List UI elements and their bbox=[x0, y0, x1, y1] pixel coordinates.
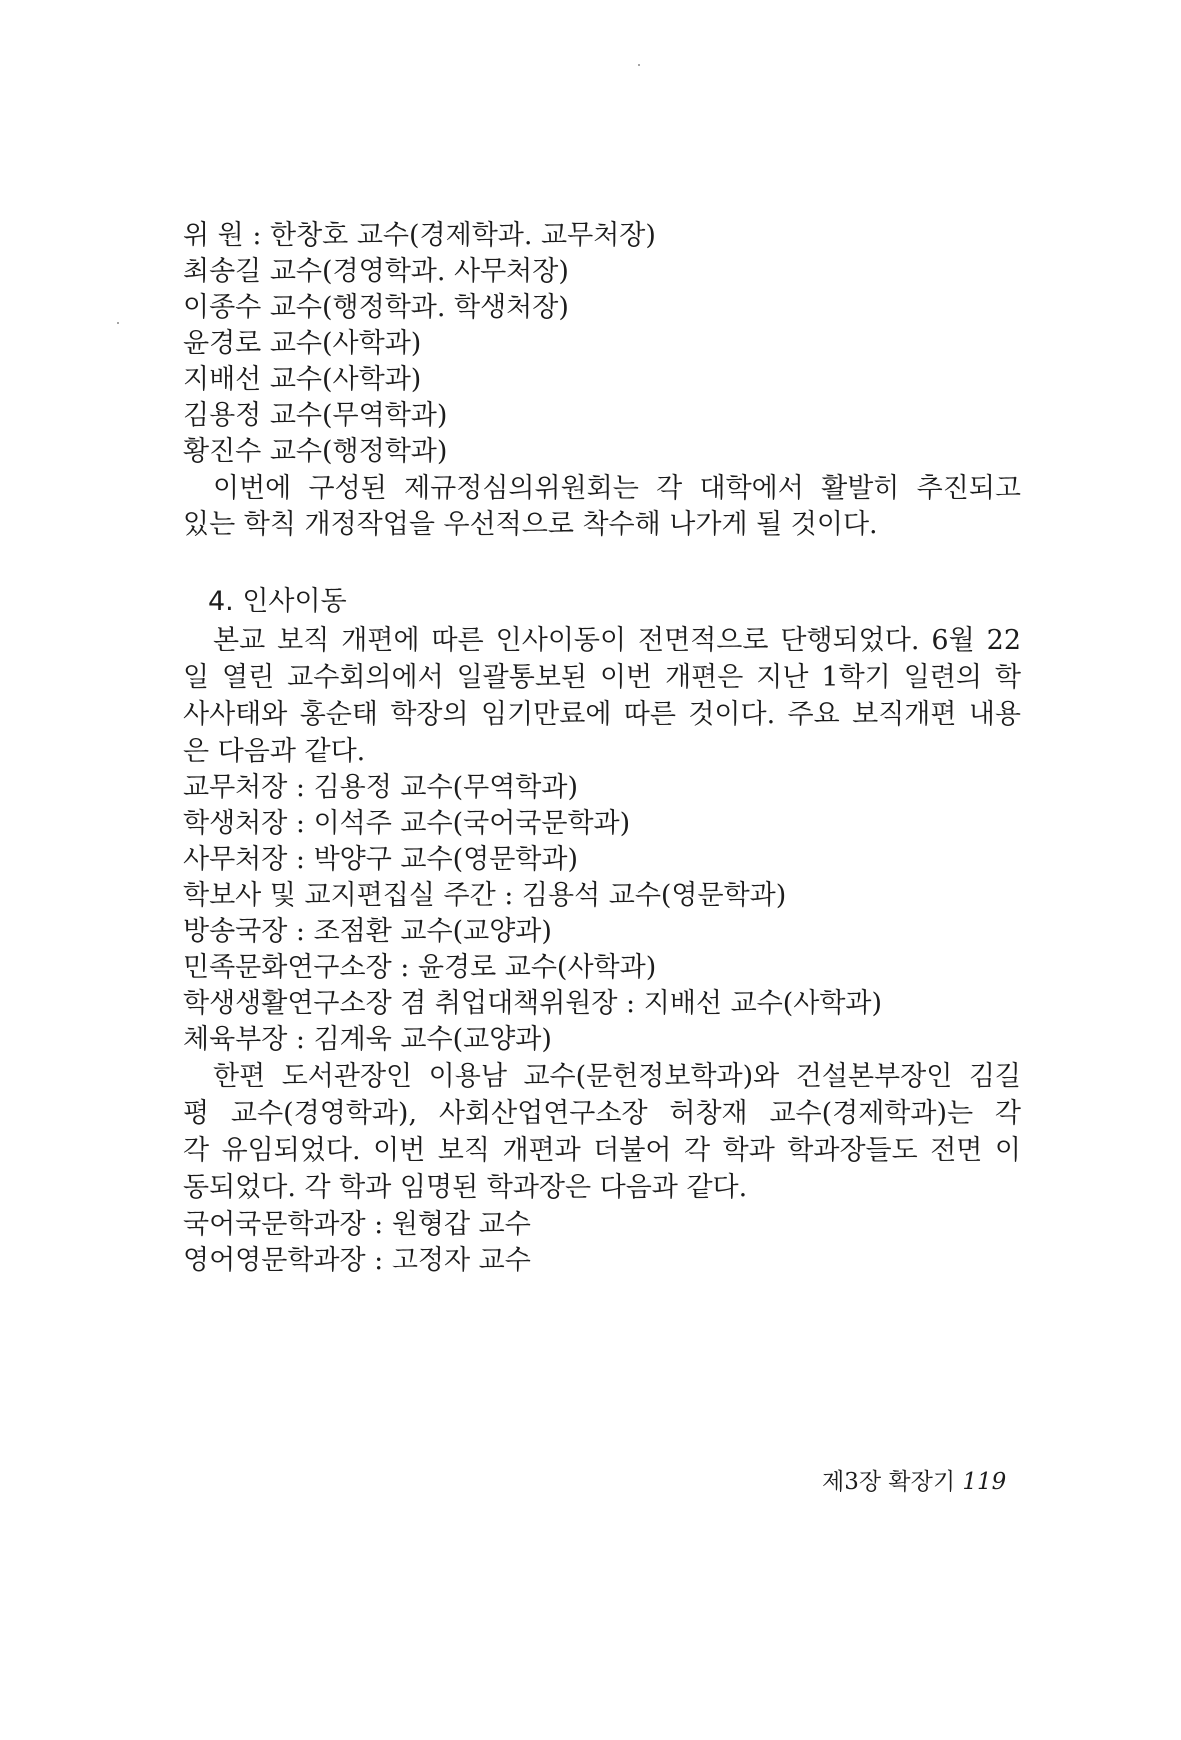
body-text-line: 한편 도서관장인 이용남 교수(문헌정보학과)와 건설본부장인 김길 bbox=[213, 1061, 1021, 1092]
scan-speck bbox=[117, 322, 119, 324]
appointment-line: 학생생활연구소장 겸 취업대책위원장 : 지배선 교수(사학과) bbox=[183, 988, 883, 1019]
appointment-line: 체육부장 : 김계욱 교수(교양과) bbox=[183, 1024, 552, 1055]
body-text-line: 각 유임되었다. 이번 보직 개편과 더불어 각 학과 학과장들도 전면 이 bbox=[183, 1135, 1021, 1166]
body-text-line: 동되었다. 각 학과 임명된 학과장은 다음과 같다. bbox=[183, 1172, 748, 1203]
body-text-line: 본교 보직 개편에 따른 인사이동이 전면적으로 단행되었다. 6월 22 bbox=[213, 625, 1021, 656]
appointment-line: 교무처장 : 김용정 교수(무역학과) bbox=[183, 772, 578, 803]
committee-member-line: 위 원 : 한창호 교수(경제학과. 교무처장) bbox=[183, 220, 656, 251]
committee-member-line: 윤경로 교수(사학과) bbox=[183, 328, 422, 359]
department-head-line: 영어영문학과장 : 고정자 교수 bbox=[183, 1245, 531, 1276]
committee-member-line: 최송길 교수(경영학과. 사무처장) bbox=[183, 256, 569, 287]
appointment-line: 방송국장 : 조점환 교수(교양과) bbox=[183, 916, 552, 947]
body-text-line: 사사태와 홍순태 학장의 임기만료에 따른 것이다. 주요 보직개편 내용 bbox=[183, 699, 1021, 730]
appointment-line: 학보사 및 교지편집실 주간 : 김용석 교수(영문학과) bbox=[183, 880, 787, 911]
appointment-line: 사무처장 : 박양구 교수(영문학과) bbox=[183, 844, 578, 875]
page-number: 119 bbox=[962, 1469, 1007, 1495]
committee-member-line: 김용정 교수(무역학과) bbox=[183, 400, 448, 431]
appointment-line: 학생처장 : 이석주 교수(국어국문학과) bbox=[183, 808, 631, 839]
committee-member-line: 이종수 교수(행정학과. 학생처장) bbox=[183, 292, 569, 323]
body-text-line: 이번에 구성된 제규정심의위원회는 각 대학에서 활발히 추진되고 bbox=[213, 473, 1021, 504]
footer-chapter: 제3장 확장기 bbox=[822, 1469, 956, 1495]
body-text-line: 있는 학칙 개정작업을 우선적으로 착수해 나가게 될 것이다. bbox=[183, 509, 878, 540]
body-text-line: 은 다음과 같다. bbox=[183, 736, 366, 767]
body-text-line: 일 열린 교수회의에서 일괄통보된 이번 개편은 지난 1학기 일련의 학 bbox=[183, 662, 1021, 693]
scan-speck bbox=[638, 64, 640, 66]
committee-member-line: 황진수 교수(행정학과) bbox=[183, 436, 448, 467]
appointment-line: 민족문화연구소장 : 윤경로 교수(사학과) bbox=[183, 952, 657, 983]
section-heading: 4. 인사이동 bbox=[208, 586, 347, 617]
department-head-line: 국어국문학과장 : 원형갑 교수 bbox=[183, 1209, 531, 1240]
page-footer bbox=[822, 1467, 1006, 1497]
body-text-line: 평 교수(경영학과), 사회산업연구소장 허창재 교수(경제학과)는 각 bbox=[183, 1098, 1021, 1129]
committee-member-line: 지배선 교수(사학과) bbox=[183, 364, 422, 395]
